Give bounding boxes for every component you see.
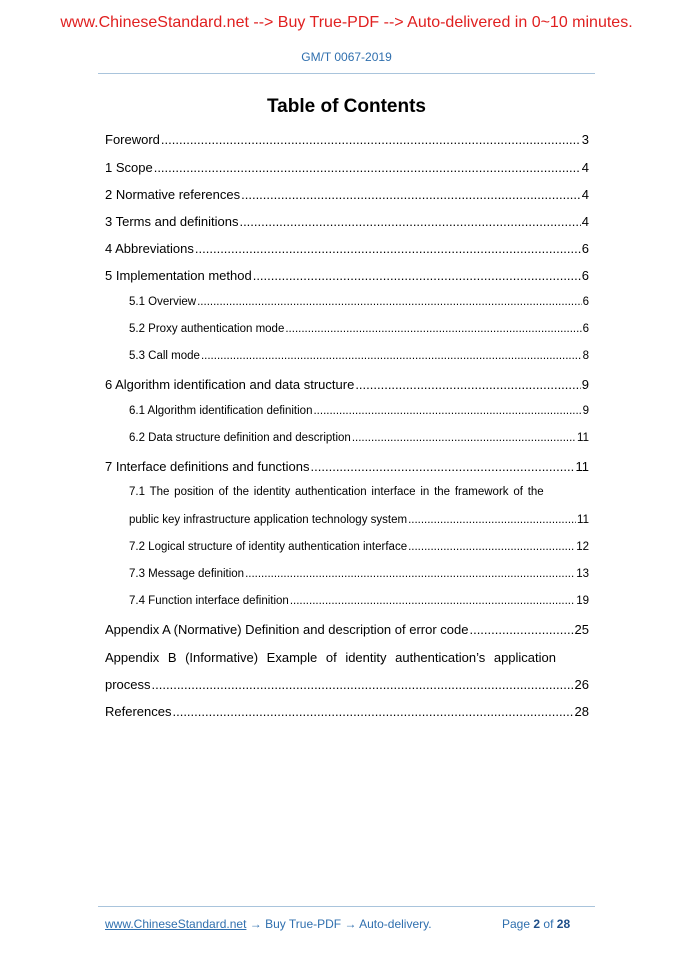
- toc-entry[interactable]: 1 Scope ..... 4: [105, 160, 589, 175]
- toc-entry[interactable]: 5.1 Overview ..... 6: [129, 296, 589, 308]
- toc-entry-line1[interactable]: 7.1 The position of the identity authentication interface in the framework of the: [129, 486, 544, 498]
- toc-entry[interactable]: 5.2 Proxy authentication mode ..... 6: [129, 323, 589, 335]
- footer-promo-text: → Buy True-PDF → Auto-delivery.: [246, 917, 432, 931]
- header-divider: [98, 73, 595, 74]
- footer-promo: [105, 917, 432, 931]
- toc-entry[interactable]: 6.2 Data structure definition and description ..... 11: [129, 432, 589, 444]
- toc-entry[interactable]: 6.1 Algorithm identification definition ..... 9: [129, 405, 589, 417]
- toc-entry[interactable]: 4 Abbreviations ..... 6: [105, 241, 589, 256]
- toc-entry[interactable]: 7.3 Message definition ..... 13: [129, 568, 589, 580]
- promo-banner: www.ChineseStandard.net --> Buy True-PDF --> Auto-delivered in 0~10 minutes.: [60, 14, 633, 31]
- page-indicator: Page 2 of 28: [502, 917, 571, 931]
- toc-entry[interactable]: 2 Normative references ..... 4: [105, 187, 589, 202]
- toc-entry[interactable]: Foreword ..... 3: [105, 132, 589, 147]
- toc-entry[interactable]: process ..... 26: [105, 677, 589, 692]
- toc-entry[interactable]: References ..... 28: [105, 704, 589, 719]
- toc-entry[interactable]: 5.3 Call mode ..... 8: [129, 350, 589, 362]
- toc-entry[interactable]: 5 Implementation method ..... 6: [105, 268, 589, 283]
- total-pages: 28: [556, 917, 571, 931]
- toc-entry[interactable]: public key infrastructure application technology system ..... 11: [129, 514, 589, 526]
- toc-entry[interactable]: 7.4 Function interface definition ..... 19: [129, 595, 589, 607]
- toc-entry[interactable]: 3 Terms and definitions ..... 4: [105, 214, 589, 229]
- footer-site-link[interactable]: www.ChineseStandard.net: [105, 917, 247, 931]
- current-page: 2: [533, 917, 541, 931]
- footer-divider: [98, 906, 595, 907]
- toc-entry[interactable]: 6 Algorithm identification and data structure ..... 9: [105, 377, 589, 392]
- toc-entry[interactable]: 7.2 Logical structure of identity authentication interface ..... 12: [129, 541, 589, 553]
- page-title: Table of Contents: [266, 96, 427, 117]
- toc-entry-line1[interactable]: Appendix B (Informative) Example of identity authentication’s application: [105, 650, 556, 665]
- toc-entry[interactable]: 7 Interface definitions and functions ..... 11: [105, 459, 589, 474]
- toc-entry[interactable]: Appendix A (Normative) Definition and description of error code ..... 25: [105, 622, 589, 637]
- document-number: GM/T 0067-2019: [301, 50, 392, 64]
